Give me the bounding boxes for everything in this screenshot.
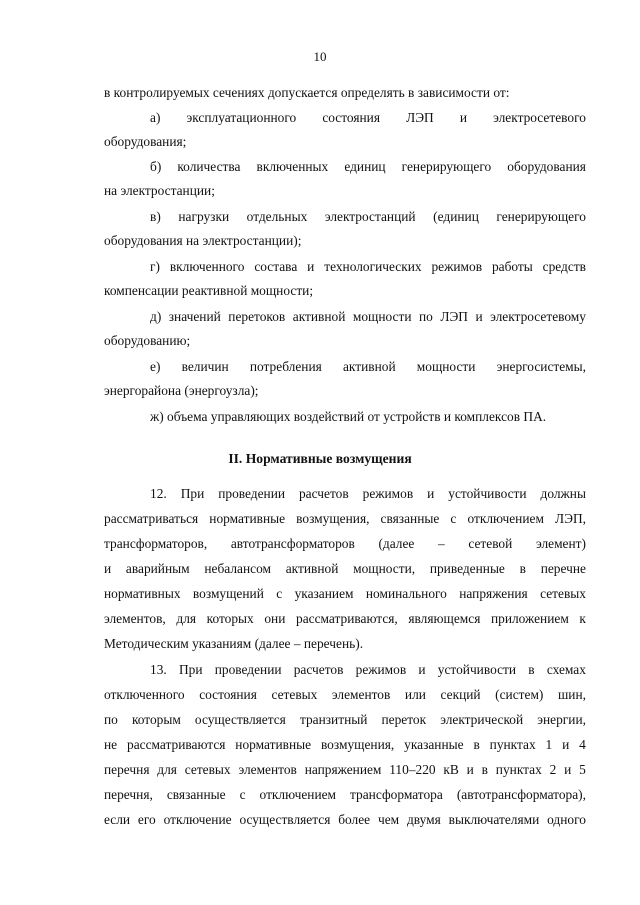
word: рассматриваются, [296,611,398,626]
word: выключателями [448,812,540,827]
word: сетевых [184,762,231,777]
word: возмущения, [320,737,395,752]
text-line-justified [104,762,586,778]
word: осуществляется [239,812,331,827]
text-line-justified [150,486,586,502]
text-line-justified [104,787,586,803]
text-line: ж) объема управляющих воздействий от устройств и комплексов ПА. [150,409,547,424]
word: активной [285,561,339,576]
word: При [178,662,203,677]
text-line-justified [104,561,586,577]
word: должны [540,486,586,501]
text-line-justified [104,737,586,753]
word: режимов [355,662,407,677]
word: и [562,737,570,752]
word: автотрансформаторов [230,536,355,551]
word: проведении [214,662,282,677]
word: к [579,611,586,626]
word: расчетов [293,662,344,677]
text-line-justified [104,586,586,602]
text-line-justified [150,662,586,678]
word: эксплуатационного [186,110,297,125]
word: (единиц [433,209,479,224]
word: режимов [431,259,483,274]
word: состава [254,259,298,274]
word: по [419,309,433,324]
text-line-justified [150,209,586,225]
word: которым [131,712,181,727]
word: потребления [249,359,322,374]
text-line-justified [150,159,586,175]
word: элементов, [104,611,166,626]
word: энергии, [537,712,586,727]
word: д) [150,309,162,324]
word: состояния [199,687,257,702]
text-line-justified [104,712,586,728]
word: устойчивости [448,486,527,501]
word: (систем) [495,687,544,702]
word: осуществляется [194,712,286,727]
word: его [137,812,156,827]
word: схемах [546,662,586,677]
word: элементов [238,762,297,777]
word: проведении [218,486,286,501]
word: сетевой [468,536,513,551]
word: по [104,712,118,727]
word: чем [377,812,400,827]
word: устойчивости [437,662,517,677]
text-line-justified [150,359,586,375]
word: трансформаторов, [104,536,208,551]
word: и [418,662,426,677]
word: значений [168,309,221,324]
word: генерирующего [496,209,586,224]
word: перечня [104,762,150,777]
word: указанные [404,737,464,752]
word: активной [292,309,346,324]
word: средств [542,259,586,274]
word: отключением [467,511,544,526]
word: ЛЭП [440,309,468,324]
word: ЛЭП, [555,511,586,526]
word: и [104,561,112,576]
word: При [180,486,205,501]
word: единиц [344,159,386,174]
word: нормативных [104,586,181,601]
word: и [459,110,467,125]
text-line-justified [104,611,586,627]
word: включенных [256,159,329,174]
word: включенного [169,259,245,274]
word: генерирующего [401,159,492,174]
word: элементов [331,687,391,702]
word: нормативные [209,511,286,526]
word: они [264,611,286,626]
word: и [307,259,315,274]
word: величин [181,359,229,374]
word: 12. [150,486,167,501]
text-line: оборудования на электростанции); [104,233,302,248]
text-line-justified [104,812,586,828]
word: отдельных [246,209,308,224]
word: работы [491,259,533,274]
word: пунктах [489,737,536,752]
word: трансформатора [350,787,443,802]
word: отключением [259,787,337,802]
word: рассматриваются [127,737,226,752]
word: если [104,812,131,827]
word: небалансом [204,561,271,576]
word: напряжением [304,762,382,777]
word: 13. [150,662,167,677]
word: и [564,762,572,777]
word: с [239,787,246,802]
word: и [427,486,435,501]
word: указанием [294,586,354,601]
word: в [528,662,535,677]
word: напряжения [459,586,528,601]
word: 2 [549,762,557,777]
word: нормативные [235,737,312,752]
word: отключение [163,812,232,827]
text-line: энергорайона (энергоузла); [104,383,259,398]
word: элемент) [535,536,586,551]
word: приведенные [429,561,505,576]
word: (далее [378,536,415,551]
word: пунктах [495,762,542,777]
word: мощности [416,359,476,374]
word: являющемся [408,611,481,626]
word: связанные [166,787,226,802]
word: одного [547,812,586,827]
word: перечне [540,561,586,576]
text-line: Методическим указаниям (далее – перечень). [104,636,364,651]
word: б) [150,159,162,174]
word: 4 [579,737,586,752]
word: электросетевому [490,309,586,324]
word: секций [440,687,481,702]
word: отключенного [104,687,185,702]
word: перетоков [228,309,286,324]
word: шин, [557,687,586,702]
word: мощности [352,309,412,324]
word: сетевых [271,687,318,702]
word: – [438,536,445,551]
text-line-justified [150,309,586,325]
text-line: оборудования; [104,134,187,149]
word: для [157,762,177,777]
word: с [450,511,457,526]
word: и [466,762,474,777]
word: а) [150,110,161,125]
word: перечня, [104,787,153,802]
word: активной [342,359,396,374]
page-number: 10 [313,49,327,64]
word: номинального [365,586,447,601]
text-line: компенсации реактивной мощности; [104,283,314,298]
word: электрической [440,712,524,727]
word: транзитный [299,712,368,727]
text-line-justified [104,511,586,527]
text-line-justified [104,687,586,703]
word: приложением [490,611,569,626]
word: в [519,561,526,576]
word: которых [206,611,254,626]
text-line-justified [150,110,586,126]
text-line: в контролируемых сечениях допускается определять в зависимости от: [104,85,510,100]
word: в [481,762,488,777]
word: мощности, [353,561,416,576]
word: для [176,611,197,626]
word: г) [150,259,160,274]
word: рассматриваться [104,511,199,526]
word: 1 [545,737,553,752]
word: связанные [380,511,440,526]
word: режимов [362,486,414,501]
word: технологических [324,259,422,274]
word: состояния [322,110,381,125]
word: электросетевого [493,110,586,125]
word: переток [381,712,427,727]
word: ЛЭП [406,110,434,125]
word: нагрузки [178,209,230,224]
word: двумя [406,812,441,827]
word: е) [150,359,161,374]
word: расчетов [298,486,349,501]
word: более [338,812,371,827]
word: количества [177,159,241,174]
text-line: оборудованию; [104,333,191,348]
section-heading: II. Нормативные возмущения [228,451,412,466]
word: сетевых [540,586,586,601]
word: с [276,586,283,601]
word: 5 [579,762,586,777]
word: в) [150,209,161,224]
word: в [473,737,480,752]
word: оборудования [507,159,586,174]
word: энергосистемы, [496,359,586,374]
text-line-justified [150,259,586,275]
word: 110–220 [389,762,436,777]
word: или [404,687,426,702]
word: возмущений [192,586,264,601]
word: и [475,309,483,324]
text-line-justified [104,536,586,552]
text-line: на электростанции; [104,183,215,198]
word: возмущения, [296,511,370,526]
word: электростанций [324,209,416,224]
word: аварийным [125,561,190,576]
word: не [104,737,118,752]
word: (автотрансформатора), [456,787,586,802]
word: кВ [443,762,459,777]
